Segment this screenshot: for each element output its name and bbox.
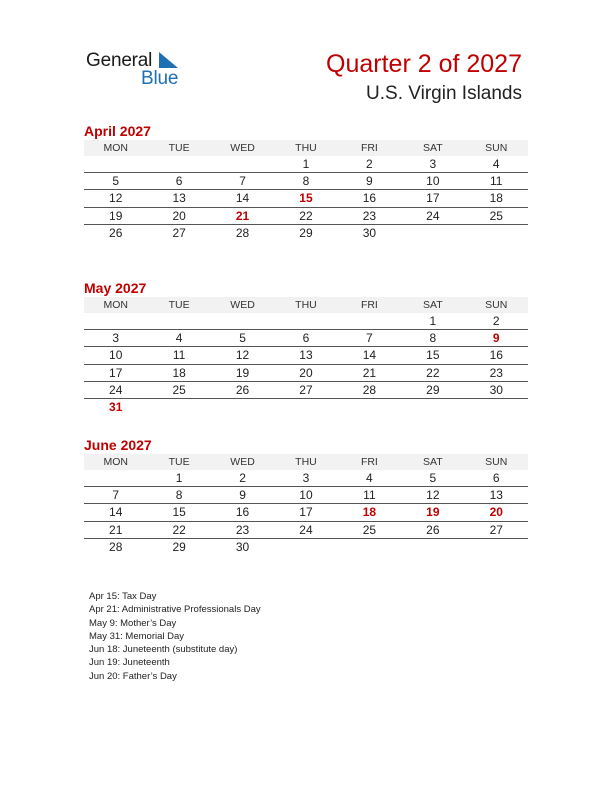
day-cell: 24 bbox=[299, 522, 313, 537]
day-cell bbox=[211, 399, 274, 416]
holiday-day-cell: 21 bbox=[235, 208, 250, 223]
week-row bbox=[84, 539, 528, 556]
weekday-label: MON bbox=[103, 299, 128, 311]
weekday-label: SUN bbox=[485, 456, 508, 468]
weekday-label: SUN bbox=[485, 142, 508, 154]
day-cell: 21 bbox=[109, 522, 123, 537]
day-cell bbox=[465, 225, 528, 242]
day-cell: 10 bbox=[109, 348, 123, 363]
day-cell: 29 bbox=[426, 382, 440, 397]
weekday-header bbox=[84, 454, 528, 470]
day-cell: 11 bbox=[172, 348, 186, 363]
day-cell: 7 bbox=[239, 174, 246, 189]
day-cell bbox=[338, 313, 401, 329]
week-row bbox=[84, 225, 528, 242]
day-cell: 23 bbox=[489, 365, 503, 380]
day-cell bbox=[401, 399, 464, 416]
day-cell: 23 bbox=[235, 522, 250, 537]
day-cell: 6 bbox=[302, 331, 310, 346]
day-cell: 6 bbox=[175, 174, 183, 189]
day-cell: 22 bbox=[299, 208, 313, 223]
weekday-label: THU bbox=[295, 456, 317, 468]
day-cell: 1 bbox=[175, 471, 183, 485]
weekday-label: FRI bbox=[360, 142, 378, 154]
day-cell: 10 bbox=[426, 174, 440, 189]
day-cell: 17 bbox=[299, 505, 313, 520]
day-cell bbox=[274, 539, 337, 556]
day-cell: 12 bbox=[235, 348, 250, 363]
weekday-label: FRI bbox=[360, 299, 378, 311]
month-june bbox=[84, 436, 528, 556]
weekday-label: TUE bbox=[168, 299, 190, 311]
day-cell: 14 bbox=[235, 191, 250, 206]
day-cell bbox=[147, 399, 210, 416]
page-title: Quarter 2 of 2027 bbox=[326, 50, 522, 78]
day-cell: 29 bbox=[172, 539, 186, 554]
day-cell bbox=[274, 399, 337, 416]
weekday-label: MON bbox=[103, 456, 128, 468]
holiday-day-cell: 9 bbox=[492, 331, 500, 346]
day-cell: 26 bbox=[235, 382, 250, 397]
day-cell: 16 bbox=[362, 191, 377, 206]
month-title: April 2027 bbox=[84, 123, 151, 139]
day-cell: 17 bbox=[426, 191, 440, 206]
weekday-label: THU bbox=[295, 299, 317, 311]
month-title: June 2027 bbox=[84, 437, 152, 453]
day-cell: 1 bbox=[302, 157, 310, 171]
week-row bbox=[84, 190, 528, 207]
day-cell: 7 bbox=[366, 331, 373, 346]
weekday-label: WED bbox=[230, 299, 255, 311]
holiday-list-item: Apr 15: Tax Day bbox=[89, 591, 157, 602]
week-row bbox=[84, 330, 528, 347]
day-cell bbox=[84, 313, 147, 329]
week-row bbox=[84, 470, 528, 487]
day-cell: 25 bbox=[489, 208, 503, 223]
day-cell: 8 bbox=[429, 331, 437, 346]
weekday-label: MON bbox=[103, 142, 128, 154]
week-row bbox=[84, 487, 528, 504]
day-cell: 19 bbox=[109, 208, 123, 223]
day-cell: 30 bbox=[362, 225, 377, 240]
day-cell: 9 bbox=[366, 174, 373, 189]
day-cell: 16 bbox=[489, 348, 503, 363]
day-cell: 25 bbox=[172, 382, 186, 397]
day-cell: 28 bbox=[362, 382, 377, 397]
day-cell: 27 bbox=[489, 522, 503, 537]
day-cell: 11 bbox=[490, 174, 503, 189]
holiday-list-item: May 31: Memorial Day bbox=[89, 630, 185, 642]
holiday-list-item: Apr 21: Administrative Professionals Day bbox=[89, 604, 261, 616]
month-april bbox=[84, 122, 528, 242]
day-cell: 5 bbox=[429, 471, 437, 485]
day-cell bbox=[401, 539, 464, 556]
holiday-day-cell: 31 bbox=[109, 399, 123, 414]
day-cell bbox=[338, 539, 401, 556]
day-cell: 15 bbox=[426, 348, 440, 363]
day-cell: 2 bbox=[492, 314, 500, 328]
day-cell bbox=[211, 313, 274, 329]
day-cell: 25 bbox=[362, 522, 377, 537]
week-row bbox=[84, 504, 528, 521]
weekday-label: FRI bbox=[360, 456, 378, 468]
week-row bbox=[84, 347, 528, 364]
day-cell bbox=[465, 539, 528, 556]
day-cell: 21 bbox=[362, 365, 377, 380]
day-cell: 26 bbox=[426, 522, 440, 537]
weekday-label: THU bbox=[295, 142, 317, 154]
day-cell: 20 bbox=[299, 365, 313, 380]
weekday-label: TUE bbox=[168, 142, 190, 154]
day-cell bbox=[84, 156, 147, 172]
week-row bbox=[84, 173, 528, 190]
day-cell bbox=[274, 313, 337, 329]
day-cell: 27 bbox=[299, 382, 313, 397]
day-cell: 1 bbox=[429, 314, 437, 328]
weekday-label: TUE bbox=[168, 456, 190, 468]
day-cell: 7 bbox=[112, 488, 120, 503]
day-cell: 23 bbox=[362, 208, 377, 223]
day-cell: 24 bbox=[426, 208, 440, 223]
week-row bbox=[84, 399, 528, 416]
weekday-header bbox=[84, 140, 528, 156]
day-cell: 26 bbox=[109, 225, 123, 240]
day-cell: 3 bbox=[429, 157, 437, 171]
region-subtitle: U.S. Virgin Islands bbox=[366, 83, 522, 104]
day-cell: 3 bbox=[112, 331, 120, 346]
day-cell: 12 bbox=[109, 191, 123, 206]
month-title: May 2027 bbox=[84, 280, 147, 296]
weekday-label: WED bbox=[230, 456, 255, 468]
day-cell: 14 bbox=[362, 348, 377, 363]
week-row bbox=[84, 156, 528, 173]
generalblue-logo bbox=[86, 50, 196, 90]
day-cell: 13 bbox=[489, 488, 503, 503]
logo-word-general: General bbox=[86, 50, 153, 71]
day-cell: 5 bbox=[112, 174, 120, 189]
day-cell bbox=[465, 399, 528, 416]
month-may bbox=[84, 279, 528, 416]
day-cell: 27 bbox=[172, 225, 186, 240]
day-cell: 13 bbox=[299, 348, 313, 363]
day-cell: 30 bbox=[235, 539, 250, 554]
day-cell bbox=[211, 156, 274, 172]
holiday-day-cell: 18 bbox=[362, 505, 377, 520]
holiday-list-item: Jun 18: Juneteenth (substitute day) bbox=[89, 644, 238, 656]
weekday-label: SAT bbox=[422, 299, 443, 311]
day-cell: 22 bbox=[172, 522, 186, 537]
weekday-label: SUN bbox=[485, 299, 508, 311]
holiday-list bbox=[89, 590, 261, 683]
day-cell: 18 bbox=[489, 191, 503, 206]
day-cell: 3 bbox=[302, 471, 310, 485]
day-cell bbox=[401, 225, 464, 242]
day-cell: 22 bbox=[426, 365, 440, 380]
day-cell: 14 bbox=[109, 505, 123, 520]
week-row bbox=[84, 382, 528, 399]
day-cell: 10 bbox=[299, 488, 313, 503]
week-row bbox=[84, 365, 528, 382]
week-row bbox=[84, 208, 528, 225]
day-cell: 9 bbox=[239, 488, 246, 503]
day-cell bbox=[147, 156, 210, 172]
day-cell: 8 bbox=[302, 174, 310, 189]
day-cell bbox=[147, 313, 210, 329]
day-cell: 2 bbox=[366, 157, 373, 171]
day-cell: 15 bbox=[172, 505, 186, 520]
day-cell: 30 bbox=[489, 382, 503, 397]
day-cell: 11 bbox=[363, 488, 376, 503]
day-cell: 29 bbox=[299, 225, 313, 240]
day-cell: 28 bbox=[235, 225, 250, 240]
holiday-day-cell: 19 bbox=[426, 505, 440, 520]
day-cell: 17 bbox=[109, 365, 123, 380]
day-cell bbox=[84, 470, 147, 486]
day-cell: 6 bbox=[492, 471, 500, 485]
week-row bbox=[84, 313, 528, 330]
day-cell: 2 bbox=[239, 471, 246, 485]
weekday-label: SAT bbox=[422, 456, 443, 468]
day-cell: 4 bbox=[492, 157, 500, 171]
day-cell bbox=[338, 399, 401, 416]
day-cell: 4 bbox=[175, 331, 183, 346]
logo-word-blue: Blue bbox=[141, 68, 179, 89]
day-cell: 20 bbox=[172, 208, 186, 223]
holiday-list-item: Jun 19: Juneteenth bbox=[89, 657, 170, 669]
day-cell: 5 bbox=[239, 331, 246, 346]
week-row bbox=[84, 522, 528, 539]
holiday-list-item: Jun 20: Father’s Day bbox=[89, 670, 177, 682]
holiday-list-item: May 9: Mother’s Day bbox=[89, 617, 177, 629]
day-cell: 24 bbox=[109, 382, 123, 397]
day-cell: 4 bbox=[366, 471, 373, 485]
weekday-label: SAT bbox=[422, 142, 443, 154]
holiday-day-cell: 20 bbox=[489, 505, 503, 520]
day-cell: 13 bbox=[172, 191, 186, 206]
day-cell: 12 bbox=[426, 488, 440, 503]
day-cell: 18 bbox=[172, 365, 186, 380]
day-cell: 16 bbox=[235, 505, 250, 520]
day-cell: 19 bbox=[235, 365, 250, 380]
weekday-label: WED bbox=[230, 142, 255, 154]
day-cell: 8 bbox=[175, 488, 183, 503]
day-cell: 28 bbox=[109, 539, 123, 554]
holiday-day-cell: 15 bbox=[299, 191, 313, 206]
weekday-header bbox=[84, 297, 528, 313]
